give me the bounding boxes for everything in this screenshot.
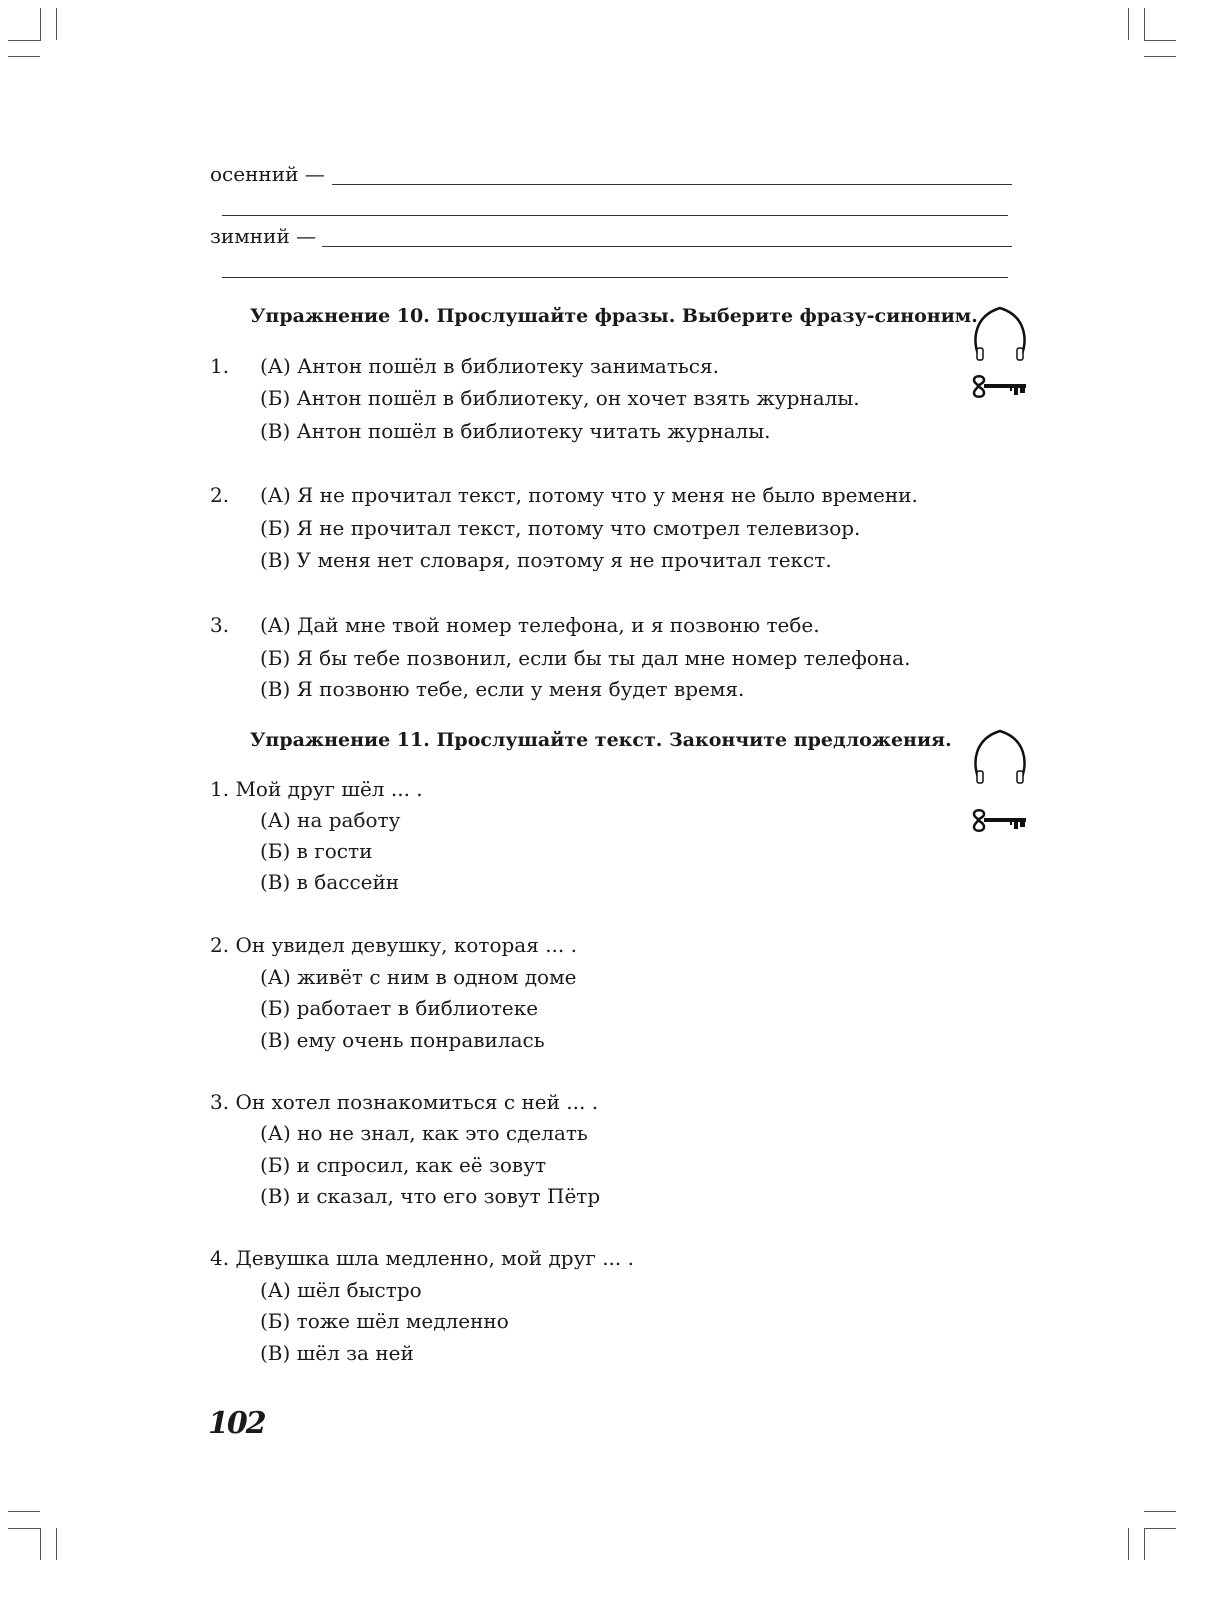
fill-label-winter: зимний — [210, 224, 317, 248]
item-number: 3. [210, 613, 230, 637]
option-b: (Б) Я бы тебе позвонил, если бы ты дал мне номер телефона. [260, 646, 911, 670]
option-c: (В) У меня нет словаря, поэтому я не прочитал текст. [260, 548, 832, 572]
option-a: (А) шёл быстро [260, 1278, 422, 1302]
question-stem: 2. Он увидел девушку, которая ... . [210, 933, 577, 957]
option-a: (А) Дай мне твой номер телефона, и я позвоню тебе. [260, 613, 820, 637]
answer-line[interactable] [222, 277, 1008, 278]
option-b: (Б) тоже шёл медленно [260, 1309, 509, 1333]
option-b: (Б) работает в библиотеке [260, 996, 539, 1020]
fill-label-autumn: осенний — [210, 162, 325, 186]
item-number: 2. [210, 483, 230, 507]
option-a: (А) Я не прочитал текст, потому что у меня не было времени. [260, 483, 918, 507]
option-a: (А) живёт с ним в одном доме [260, 965, 577, 989]
answer-line[interactable] [332, 184, 1012, 185]
option-c: (В) ему очень понравилась [260, 1028, 545, 1052]
page-number: 102 [208, 1406, 265, 1441]
key-icon [970, 372, 1030, 402]
option-b: (Б) в гости [260, 839, 373, 863]
option-c: (В) в бассейн [260, 870, 400, 894]
exercise-title: Упражнение 10. Прослушайте фразы. Выберите фразу-синоним. [250, 305, 978, 327]
option-c: (В) и сказал, что его зовут Пётр [260, 1184, 601, 1208]
option-a: (А) Антон пошёл в библиотеку заниматься. [260, 354, 719, 378]
option-c: (В) Я позвоню тебе, если у меня будет время. [260, 677, 745, 701]
key-icon [970, 806, 1030, 836]
option-c: (В) шёл за ней [260, 1341, 414, 1365]
item-number: 1. [210, 354, 230, 378]
exercise-title: Упражнение 11. Прослушайте текст. Закончите предложения. [250, 729, 952, 751]
option-b: (Б) и спросил, как её зовут [260, 1153, 547, 1177]
option-b: (Б) Антон пошёл в библиотеку, он хочет взять журналы. [260, 386, 860, 410]
option-a: (А) на работу [260, 808, 401, 832]
option-a: (А) но не знал, как это сделать [260, 1121, 588, 1145]
answer-line[interactable] [322, 246, 1012, 247]
option-c: (В) Антон пошёл в библиотеку читать журналы. [260, 419, 771, 443]
answer-line[interactable] [222, 215, 1008, 216]
question-stem: 3. Он хотел познакомиться с ней ... . [210, 1090, 599, 1114]
question-stem: 1. Мой друг шёл ... . [210, 777, 423, 801]
option-b: (Б) Я не прочитал текст, потому что смотрел телевизор. [260, 516, 861, 540]
question-stem: 4. Девушка шла медленно, мой друг ... . [210, 1246, 634, 1270]
